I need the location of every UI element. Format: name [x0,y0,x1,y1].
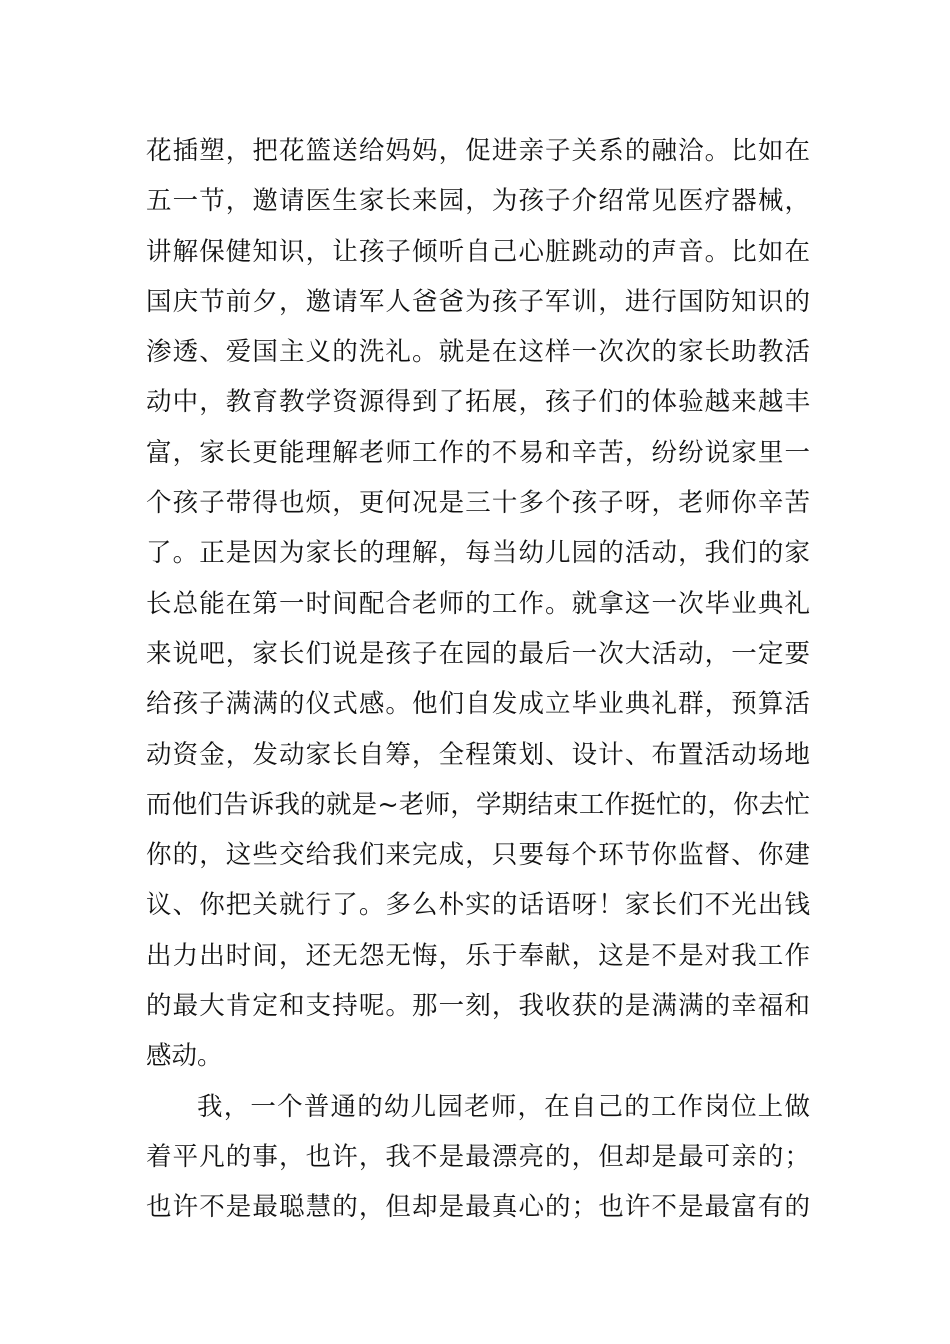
text-line: 给孩子满满的仪式感。他们自发成立毕业典礼群，预算活 [146,689,810,720]
paragraph-start-line: 我，一个普通的幼儿园老师，在自己的工作岗位上做 [197,1091,810,1122]
text-line: 也许不是最聪慧的，但却是最真心的；也许不是最富有的 [146,1192,810,1223]
text-line: 着平凡的事，也许，我不是最漂亮的，但却是最可亲的； [146,1141,810,1172]
text-line: 五一节，邀请医生家长来园，为孩子介绍常见医疗器械， [146,186,810,217]
text-line: 而他们告诉我的就是~老师，学期结束工作挺忙的，你去忙 [146,789,810,820]
text-line: 你的，这些交给我们来完成，只要每个环节你监督、你建 [146,840,810,871]
text-line: 讲解保健知识，让孩子倾听自己心脏跳动的声音。比如在 [146,236,810,267]
text-line: 长总能在第一时间配合老师的工作。就拿这一次毕业典礼 [146,588,810,619]
text-line: 议、你把关就行了。多么朴实的话语呀！家长们不光出钱 [146,890,810,921]
body-text [146,126,810,1233]
text-line: 国庆节前夕，邀请军人爸爸为孩子军训，进行国防知识的 [146,286,810,317]
text-line: 的最大肯定和支持呢。那一刻，我收获的是满满的幸福和 [146,991,810,1022]
text-line: 动中，教育教学资源得到了拓展，孩子们的体验越来越丰 [146,387,810,418]
text-line: 花插塑，把花篮送给妈妈，促进亲子关系的融洽。比如在 [146,136,810,166]
text-line: 富，家长更能理解老师工作的不易和辛苦，纷纷说家里一 [146,437,810,468]
text-line: 渗透、爱国主义的洗礼。就是在这样一次次的家长助教活 [146,337,810,368]
text-line: 动资金，发动家长自筹，全程策划、设计、布置活动场地 [146,739,810,770]
text-line: 出力出时间，还无怨无悔，乐于奉献，这是不是对我工作 [146,940,810,971]
text-line: 来说吧，家长们说是孩子在园的最后一次大活动，一定要 [146,638,810,669]
paragraph-end-line: 感动。 [146,1041,223,1072]
text-line: 个孩子带得也烦，更何况是三十多个孩子呀，老师你辛苦 [146,488,810,519]
text-line: 了。正是因为家长的理解，每当幼儿园的活动，我们的家 [146,538,810,569]
